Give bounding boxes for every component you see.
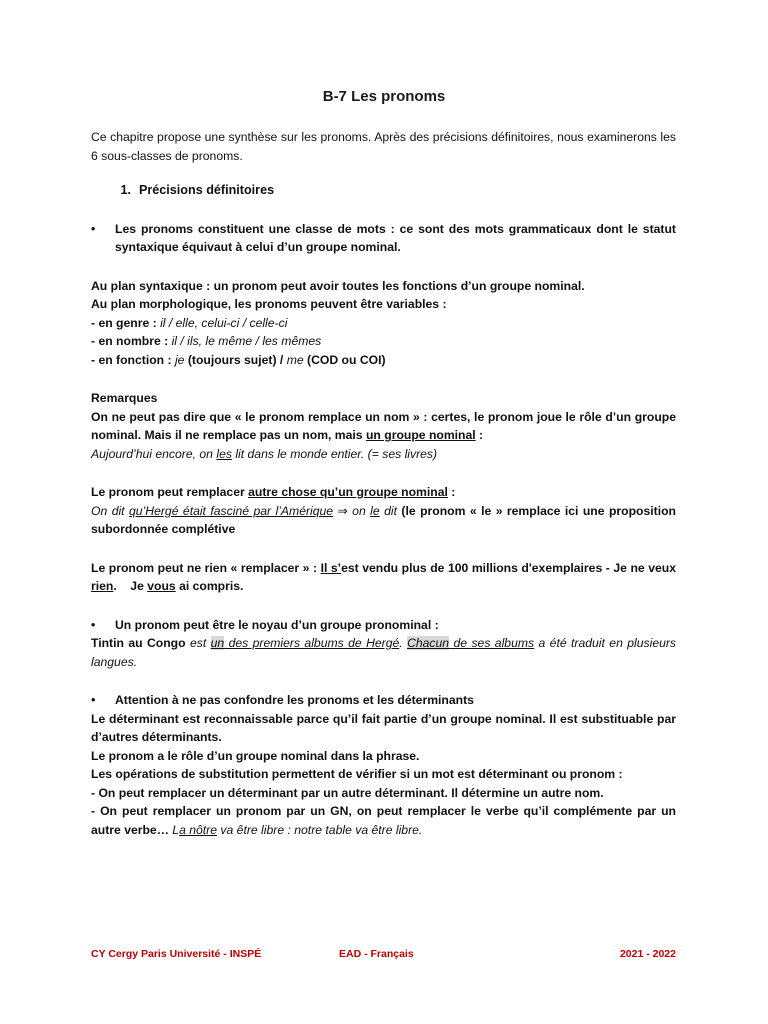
autre-chose-example bbox=[91, 502, 676, 539]
rien-start: Le pronom peut ne rien « remplacer » : bbox=[91, 560, 321, 575]
remarques-underlined: un groupe nominal bbox=[365, 428, 476, 442]
gn-l: L bbox=[172, 822, 180, 837]
bullet-definition bbox=[91, 220, 676, 257]
variation-fonction bbox=[91, 351, 676, 370]
fonction-end: (COD ou COI) bbox=[303, 352, 386, 367]
remarques-colon: : bbox=[475, 428, 484, 442]
arrow-icon: ⇒ on bbox=[333, 503, 371, 518]
rien-mid: est vendu plus de 100 millions d'exemplaires - Je ne veux bbox=[341, 560, 676, 575]
example-end: lit dans le monde entier. (= ses livres) bbox=[231, 446, 438, 461]
remarques-text bbox=[91, 408, 676, 445]
intro-paragraph: Ce chapitre propose une synthèse sur les pronoms. Après des précisions définitoires, nous examinerons les 6 sous-classes de pronoms. bbox=[91, 130, 676, 163]
autre-colon: : bbox=[447, 485, 456, 499]
det-line-2: Le pronom a le rôle d’un groupe nominal dans la phrase. bbox=[91, 748, 420, 763]
footer-institution: CY Cergy Paris Université - INSPÉ bbox=[91, 948, 262, 960]
rien-il: Il bbox=[320, 560, 328, 575]
gn-end: va être libre : notre table va être libre. bbox=[217, 822, 423, 837]
autre-ex-comment: (le pronom « le » remplace ici une proposition subordonnée complétive bbox=[91, 503, 676, 536]
det-line-1: Le déterminant est reconnaissable parce qu’il fait partie d’un groupe nominal. Il est substituable par d’autres déterminants. bbox=[91, 711, 676, 744]
tintin-example bbox=[91, 634, 676, 671]
section-number: 1. bbox=[120, 183, 131, 197]
autre-underlined: autre chose qu’un groupe nominal bbox=[248, 485, 448, 499]
example-pronoun: les bbox=[216, 446, 232, 461]
det-line-3: Les opérations de substitution permettent de vérifier si un mot est déterminant ou pronom : bbox=[91, 767, 623, 781]
bullet-noyau bbox=[91, 616, 676, 635]
bullet-icon: • bbox=[91, 693, 96, 707]
tintin-chacun: Chacun bbox=[407, 636, 450, 650]
autre-ex-start: On dit bbox=[91, 503, 130, 518]
variation-genre bbox=[91, 314, 676, 333]
tintin-est: est bbox=[189, 636, 207, 650]
plan-syntaxique: Au plan syntaxique : un pronom peut avoir toutes les fonctions d’un groupe nominal. bbox=[91, 278, 585, 293]
autre-chose-rule bbox=[91, 483, 676, 502]
autre-ex-pronoun: le bbox=[370, 503, 380, 518]
genre-label: - en genre : bbox=[91, 315, 161, 330]
fonction-label: - en fonction : bbox=[91, 352, 175, 367]
plan-morphologique: Au plan morphologique, les pronoms peuvent être variables : bbox=[91, 297, 447, 311]
section-title: Précisions définitoires bbox=[139, 183, 275, 197]
nombre-label: - en nombre : bbox=[91, 334, 172, 348]
autre-start: Le pronom peut remplacer bbox=[91, 485, 249, 499]
example-start: Aujourd’hui encore, on bbox=[91, 446, 217, 461]
bullet-text: Les pronoms constituent une classe de mots : ce sont des mots grammaticaux dont le statut syntaxique équivaut à celui d’un groupe nominal. bbox=[115, 221, 676, 254]
det-line-4: - On peut remplacer un déterminant par un autre déterminant. Il détermine un autre nom. bbox=[91, 785, 604, 800]
rien-remplacer bbox=[91, 559, 676, 596]
footer-year: 2021 - 2022 bbox=[619, 948, 676, 960]
remarques-line: On ne peut pas dire que « le pronom remplace un nom » : certes, le pronom joue le rôle d’un groupe nominal. Mais il ne remplace pas un nom, mais bbox=[91, 409, 676, 442]
fonction-mid: (toujours sujet) / bbox=[184, 352, 287, 367]
remarques-example bbox=[91, 445, 676, 464]
autre-ex-dit: dit bbox=[379, 503, 397, 518]
footer-course: EAD - Français bbox=[339, 948, 414, 960]
tintin-albums: de ses albums bbox=[449, 636, 535, 650]
page-title: B-7 Les pronoms bbox=[322, 88, 446, 105]
gn-start: - On peut remplacer un pronom par un GN, on peut remplacer le verbe qu’il complémente par un autre verbe… bbox=[91, 804, 676, 837]
bullet-text: Attention à ne pas confondre les pronoms et les déterminants bbox=[115, 693, 474, 707]
rien-je: . Je bbox=[113, 579, 148, 593]
gn-notre: a nôtre bbox=[179, 822, 218, 837]
tintin-end: a été traduit en plusieurs langues. bbox=[91, 636, 677, 669]
fonction-example-me: me bbox=[286, 352, 304, 367]
fonction-example-je: je bbox=[174, 352, 185, 367]
rien-word: rien bbox=[91, 579, 114, 593]
tintin-dot: . bbox=[399, 636, 408, 650]
bullet-icon: • bbox=[91, 221, 96, 236]
tintin-group: des premiers albums de Hergé bbox=[224, 636, 400, 650]
rien-end: ai compris. bbox=[175, 579, 244, 593]
tintin-space bbox=[206, 636, 210, 650]
bullet-text: Un pronom peut être le noyau d’un groupe pronominal : bbox=[115, 617, 439, 632]
tintin-start: Tintin au Congo bbox=[91, 636, 190, 650]
remarques-heading: Remarques bbox=[91, 391, 158, 405]
bullet-attention bbox=[91, 691, 676, 710]
genre-examples: il / elle, celui-ci / celle-ci bbox=[160, 315, 288, 330]
variation-nombre bbox=[91, 332, 676, 351]
tintin-un: un bbox=[210, 636, 225, 650]
rien-vous: vous bbox=[147, 579, 176, 593]
rien-s: s’ bbox=[327, 560, 342, 575]
nombre-examples: il / ils, le même / les mêmes bbox=[171, 334, 322, 348]
bullet-icon: • bbox=[91, 617, 96, 632]
section-heading bbox=[91, 181, 676, 200]
autre-ex-clause: qu’Hergé était fasciné par l’Amérique bbox=[129, 503, 334, 518]
document-body bbox=[91, 128, 676, 839]
gn-substitution bbox=[91, 802, 676, 839]
